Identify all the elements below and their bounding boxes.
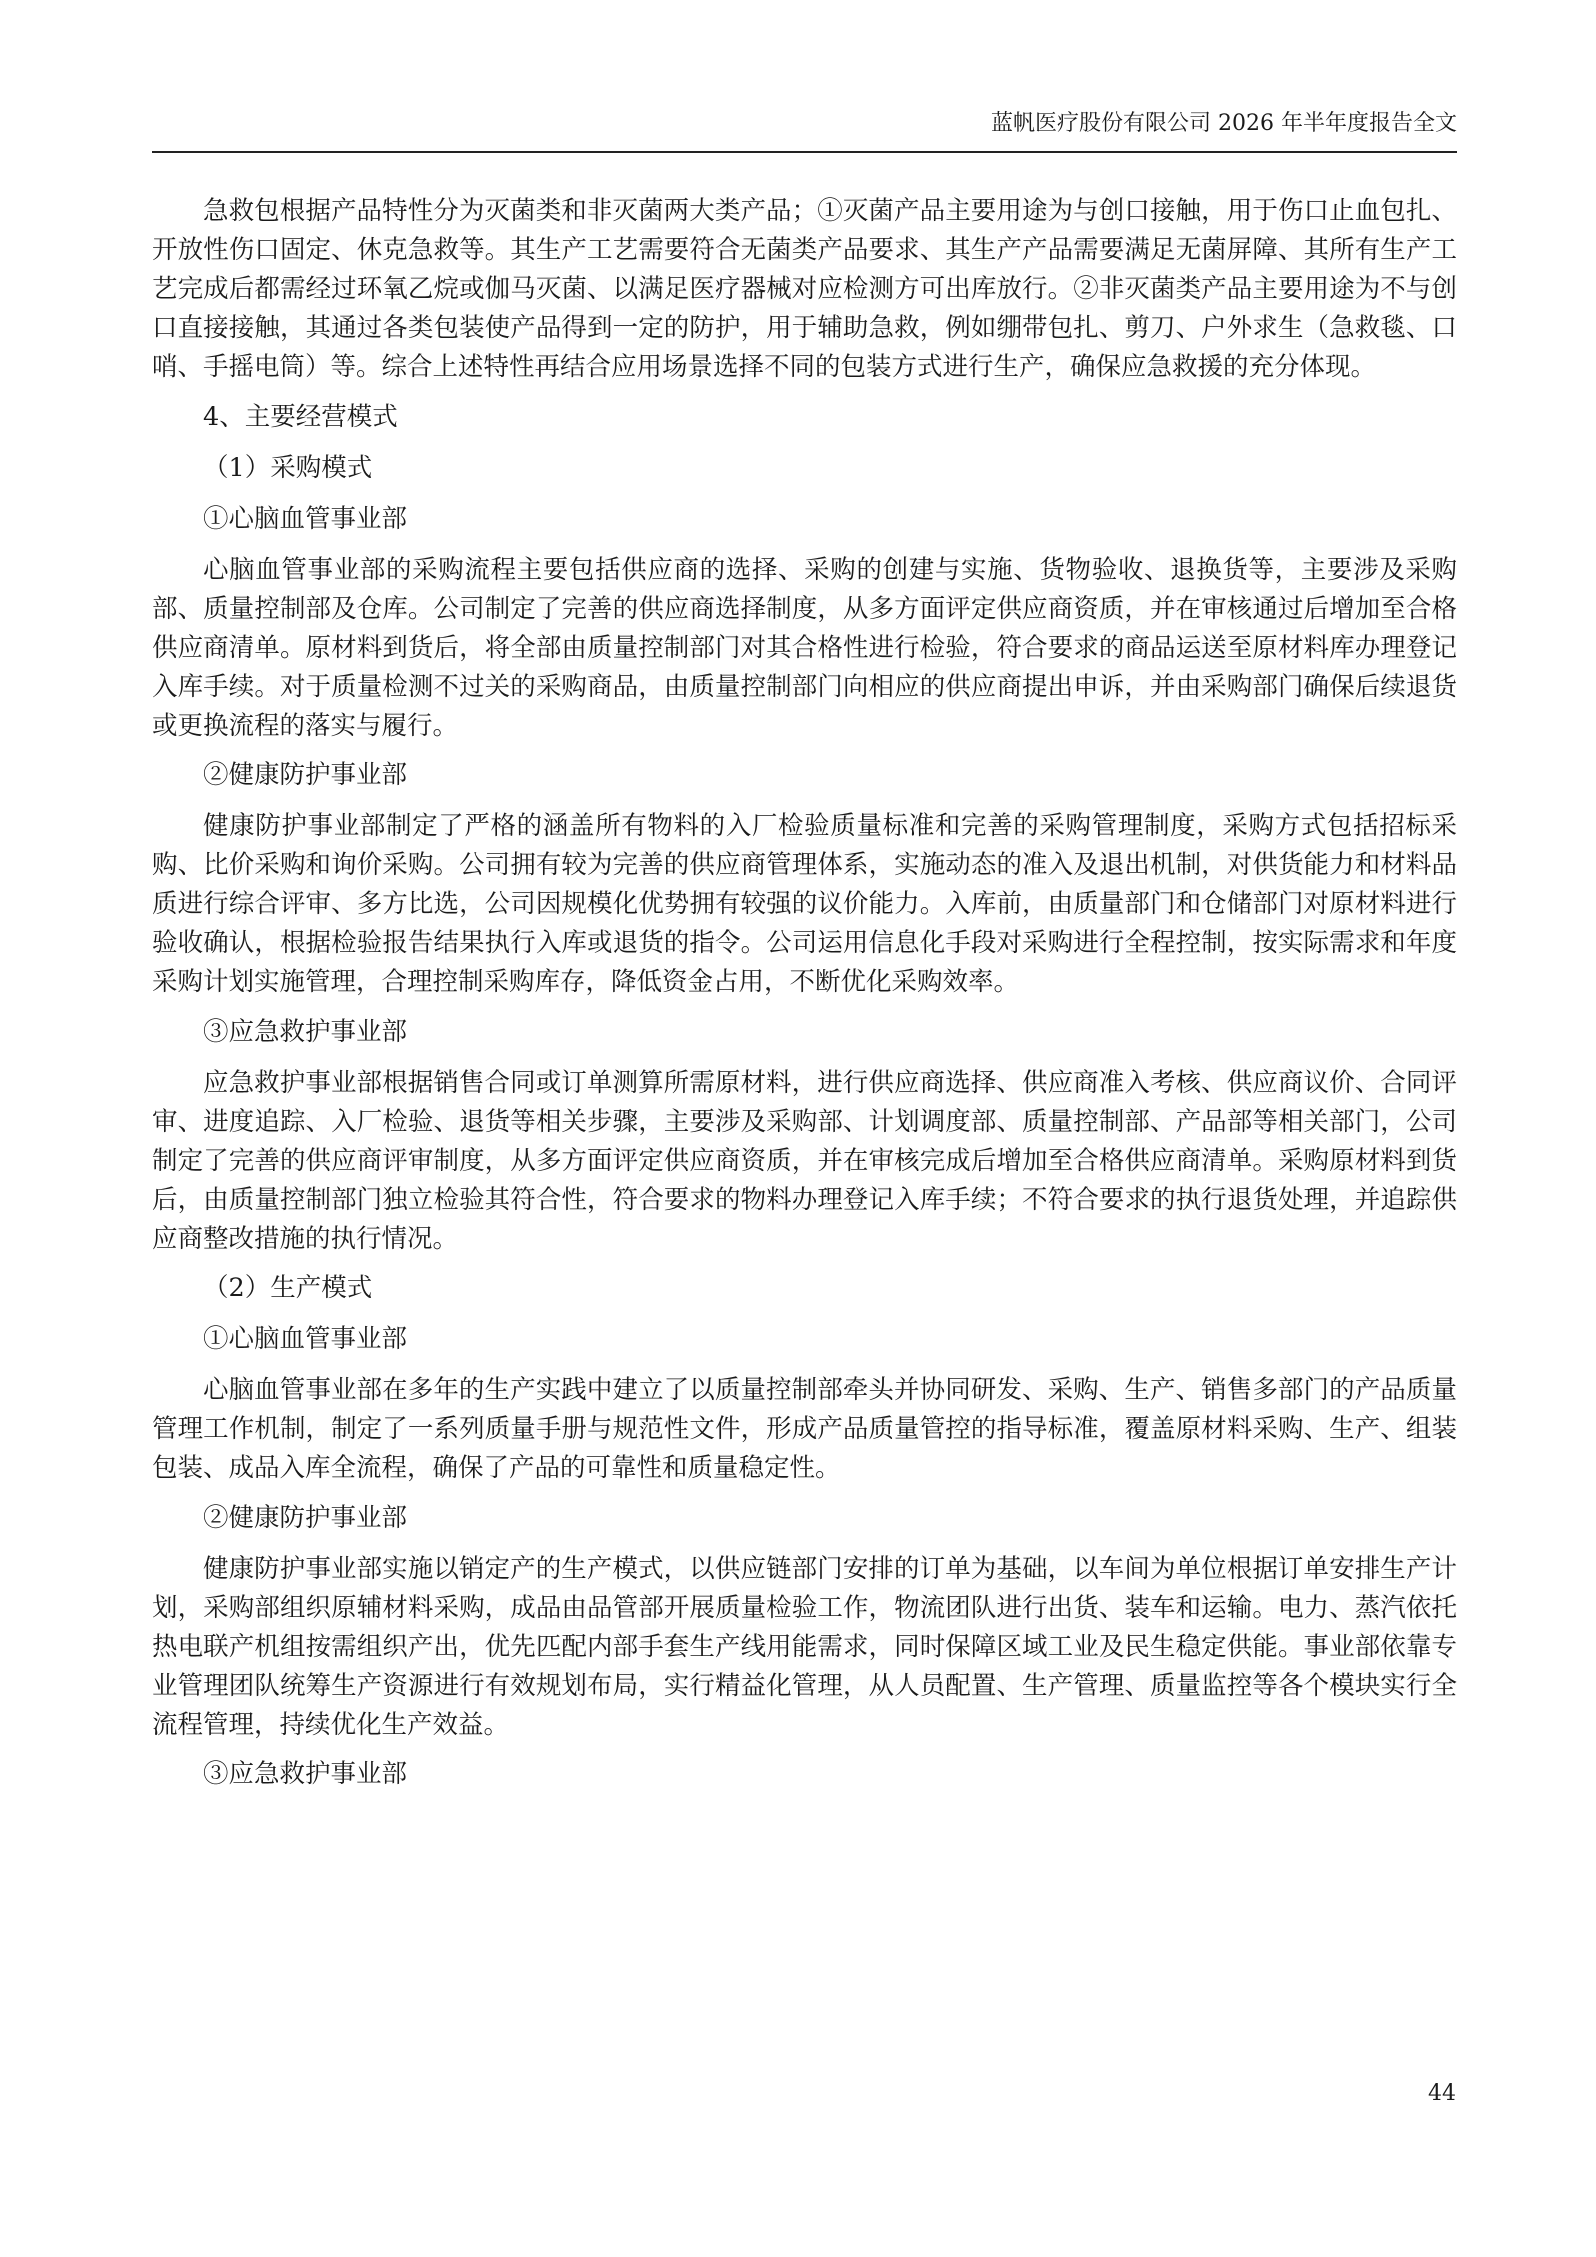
page-number: 44	[1428, 2081, 1456, 2106]
header-divider	[152, 151, 1457, 153]
report-header: 蓝帆医疗股份有限公司 2026 年半年度报告全文	[991, 111, 1457, 136]
paragraph-cardio-production: 心脑血管事业部在多年的生产实践中建立了以质量控制部牵头并协同研发、采购、生产、销售多部门的产品质量管理工作机制，制定了一系列质量手册与规范性文件，形成产品质量管控的指导标准，覆盖原材料采购、生产、组装包装、成品入库全流程，确保了产品的可靠性和质量稳定性。	[152, 1375, 1457, 1483]
heading-procurement-model: （1）采购模式	[203, 452, 373, 483]
heading-health-protection-division: ②健康防护事业部	[203, 760, 408, 790]
heading-emergency-division: ③应急救护事业部	[203, 1016, 408, 1047]
paragraph-cardio-procurement: 心脑血管事业部的采购流程主要包括供应商的选择、采购的创建与实施、货物验收、退换货等，主要涉及采购部、质量控制部及仓库。公司制定了完善的供应商选择制度，从多方面评定供应商资质，并在审核通过后增加至合格供应商清单。原材料到货后，将全部由质量控制部门对其合格性进行检验，符合要求的商品运送至原材料库办理登记入库手续。对于质量检测不过关的采购商品，由质量控制部门向相应的供应商提出申诉，并由采购部门确保后续退货或更换流程的落实与履行。	[152, 554, 1457, 741]
heading-business-model: 4、主要经营模式	[203, 401, 398, 432]
heading-cardio-division-production: ①心脑血管事业部	[203, 1324, 408, 1354]
heading-health-protection-production: ②健康防护事业部	[203, 1502, 408, 1533]
paragraph-health-production: 健康防护事业部实施以销定产的生产模式，以供应链部门安排的订单为基础，以车间为单位根据订单安排生产计划，采购部组织原辅材料采购，成品由品管部开展质量检验工作，物流团队进行出货、装车和运输。电力、蒸汽依托热电联产机组按需组织产出，优先匹配内部手套生产线用能需求，同时保障区域工业及民生稳定供能。事业部依靠专业管理团队统筹生产资源进行有效规划布局，实行精益化管理，从人员配置、生产管理、质量监控等各个模块实行全流程管理，持续优化生产效益。	[152, 1553, 1457, 1740]
paragraph-first-aid-kit: 急救包根据产品特性分为灭菌类和非灭菌两大类产品；①灭菌产品主要用途为与创口接触，用于伤口止血包扎、开放性伤口固定、休克急救等。其生产工艺需要符合无菌类产品要求、其生产产品需要满足无菌屏障、其所有生产工艺完成后都需经过环氧乙烷或伽马灭菌、以满足医疗器械对应检测方可出库放行。②非灭菌类产品主要用途为不与创口直接接触，其通过各类包装使产品得到一定的防护，用于辅助急救，例如绷带包扎、剪刀、户外求生（急救毯、口哨、手摇电筒）等。综合上述特性再结合应用场景选择不同的包装方式进行生产，确保应急救援的充分体现。	[152, 196, 1457, 382]
report-body	[152, 192, 1457, 1806]
paragraph-emergency-procurement: 应急救护事业部根据销售合同或订单测算所需原材料，进行供应商选择、供应商准入考核、供应商议价、合同评审、进度追踪、入厂检验、退货等相关步骤，主要涉及采购部、计划调度部、质量控制部、产品部等相关部门，公司制定了完善的供应商评审制度，从多方面评定供应商资质，并在审核完成后增加至合格供应商清单。采购原材料到货后，由质量控制部门独立检验其符合性，符合要求的物料办理登记入库手续；不符合要求的执行退货处理，并追踪供应商整改措施的执行情况。	[152, 1067, 1457, 1254]
heading-emergency-production: ③应急救护事业部	[203, 1759, 408, 1789]
heading-cardio-division: ①心脑血管事业部	[203, 503, 408, 534]
paragraph-health-procurement: 健康防护事业部制定了严格的涵盖所有物料的入厂检验质量标准和完善的采购管理制度，采购方式包括招标采购、比价采购和询价采购。公司拥有较为完善的供应商管理体系，实施动态的准入及退出机制，对供货能力和材料品质进行综合评审、多方比选，公司因规模化优势拥有较强的议价能力。入库前，由质量部门和仓储部门对原材料进行验收确认，根据检验报告结果执行入库或退货的指令。公司运用信息化手段对采购进行全程控制，按实际需求和年度采购计划实施管理，合理控制采购库存，降低资金占用，不断优化采购效率。	[152, 811, 1457, 997]
heading-production-model: （2）生产模式	[203, 1273, 373, 1303]
